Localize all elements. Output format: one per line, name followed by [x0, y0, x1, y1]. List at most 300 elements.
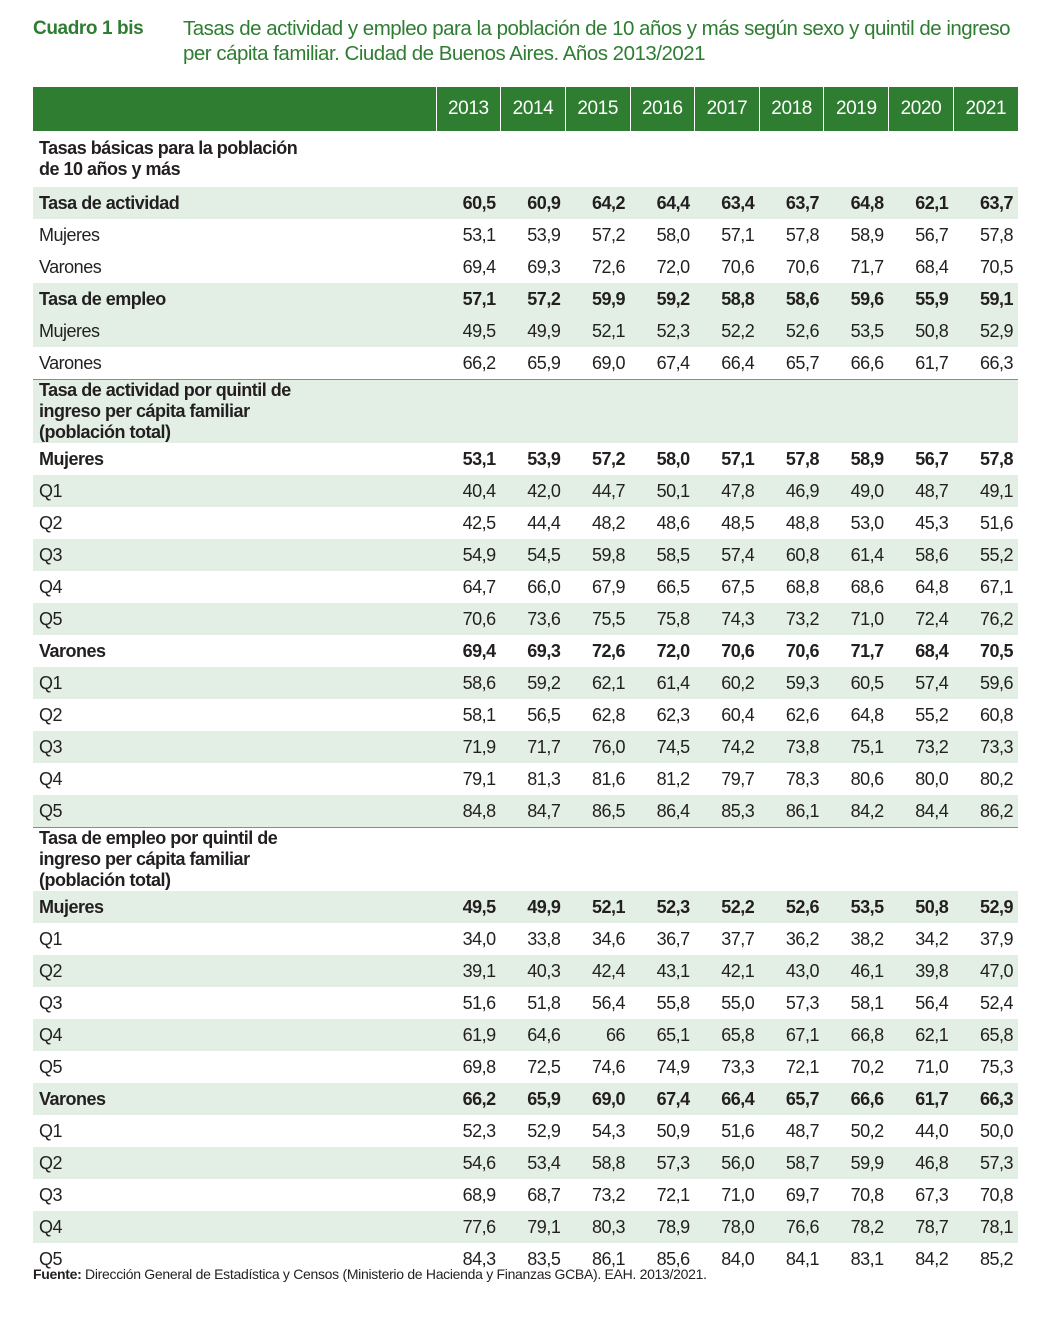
cell-value: 52,4	[979, 992, 1013, 1013]
cell-value: 57,3	[630, 1147, 695, 1179]
cell-value: 70,6	[721, 640, 755, 661]
cell-value: 72,6	[591, 640, 625, 661]
cell-value: 56,0	[695, 1147, 760, 1179]
cell-value	[759, 828, 824, 892]
cell-value: 58,1	[462, 704, 496, 725]
cell-value: 86,1	[591, 1248, 625, 1269]
table-row	[33, 571, 1018, 603]
section-header-row	[33, 828, 1018, 892]
cell-value: 74,3	[695, 603, 760, 635]
cell-value: 59,2	[501, 667, 566, 699]
cell-value: 52,3	[630, 315, 695, 347]
table-row	[33, 315, 1018, 347]
cell-value: 47,8	[695, 475, 760, 507]
cell-value: 78,7	[889, 1211, 954, 1243]
cell-value: 57,4	[695, 539, 760, 571]
cell-value: 34,0	[462, 928, 496, 949]
cell-value: 71,7	[850, 256, 884, 277]
cell-value: 33,8	[527, 928, 561, 949]
source-text: Dirección General de Estadística y Censos (Ministerio de Hacienda y Finanzas GCBA). EAH. 2013/2021.	[85, 1266, 707, 1282]
cell-value: 69,7	[785, 1184, 819, 1205]
cell-value: 58,9	[850, 224, 884, 245]
cell-value: 55,9	[889, 283, 954, 315]
source-label: Fuente:	[33, 1266, 82, 1282]
cell-value: 78,1	[953, 1211, 1018, 1243]
cell-value	[889, 828, 954, 892]
cell-value	[630, 828, 695, 892]
cell-value: 46,1	[824, 955, 889, 987]
cell-value	[759, 131, 824, 187]
cell-value: 58,1	[850, 992, 884, 1013]
table-row	[33, 219, 1018, 251]
cell-value: 52,6	[759, 315, 824, 347]
cell-value: 66,8	[824, 1019, 889, 1051]
cell-value: 78,3	[785, 768, 819, 789]
cell-value: 40,3	[501, 955, 566, 987]
cell-value	[695, 380, 760, 444]
cell-value: 83,1	[850, 1248, 884, 1269]
cell-value: 49,5	[436, 891, 501, 923]
row-label: Tasa de empleo	[33, 283, 436, 315]
cell-value: 60,9	[501, 187, 566, 219]
cell-value: 52,9	[953, 315, 1018, 347]
cell-value: 73,3	[953, 731, 1018, 763]
cell-value: 53,9	[527, 224, 561, 245]
row-label: Q2	[39, 512, 63, 533]
cell-value: 84,3	[462, 1248, 496, 1269]
cell-value: 59,9	[565, 283, 630, 315]
cell-value: 53,5	[824, 891, 889, 923]
cell-value: 64,6	[501, 1019, 566, 1051]
cell-value: 51,6	[462, 992, 496, 1013]
cell-value: 74,5	[630, 731, 695, 763]
cell-value: 80,0	[915, 768, 949, 789]
cell-value: 42,5	[462, 512, 496, 533]
row-label: Q5	[33, 795, 436, 828]
cell-value: 61,4	[630, 667, 695, 699]
row-label: Q5	[33, 603, 436, 635]
cell-value	[501, 828, 566, 892]
cell-value	[501, 131, 566, 187]
cell-value: 56,5	[527, 704, 561, 725]
cell-value	[889, 131, 954, 187]
row-label: Q5	[39, 1056, 63, 1077]
cell-value: 59,6	[824, 283, 889, 315]
cell-value: 54,5	[501, 539, 566, 571]
cell-value: 50,9	[656, 1120, 690, 1141]
row-label: Q1	[39, 928, 63, 949]
cell-value: 48,6	[656, 512, 690, 533]
cell-value: 69,0	[565, 1083, 630, 1115]
cell-value: 53,9	[527, 448, 561, 469]
cell-value: 66,5	[656, 576, 690, 597]
cell-value: 59,8	[565, 539, 630, 571]
table-row	[33, 1147, 1018, 1179]
cell-value	[695, 828, 760, 892]
cell-value	[889, 380, 954, 444]
row-label: Q3	[39, 992, 63, 1013]
cell-value: 34,2	[915, 928, 949, 949]
cell-value: 57,8	[785, 448, 819, 469]
cell-value: 72,0	[656, 640, 690, 661]
cell-value: 62,1	[889, 1019, 954, 1051]
cell-value: 64,8	[915, 576, 949, 597]
column-header-year: 2019	[824, 87, 889, 131]
table-title: Tasas de actividad y empleo para la población de 10 años y más según sexo y quintil de ingreso per cápita familiar. Ciudad de Buenos Aires. Años 2013/2021	[183, 17, 1011, 65]
cell-value: 57,8	[785, 224, 819, 245]
cell-value: 80,6	[850, 768, 884, 789]
cell-value: 37,9	[979, 928, 1013, 949]
cell-value: 84,7	[501, 795, 566, 828]
cell-value: 59,2	[630, 283, 695, 315]
cell-value: 70,5	[979, 640, 1013, 661]
cell-value: 70,5	[979, 256, 1013, 277]
cell-value: 52,3	[462, 1120, 496, 1141]
cell-value: 52,9	[953, 891, 1018, 923]
table-row	[33, 763, 1018, 795]
cell-value: 64,8	[850, 704, 884, 725]
cell-value: 67,4	[630, 1083, 695, 1115]
column-header-year: 2017	[695, 87, 760, 131]
column-header-year: 2015	[565, 87, 630, 131]
cell-value: 80,2	[979, 768, 1013, 789]
cell-value: 43,1	[630, 955, 695, 987]
column-header-year: 2016	[630, 87, 695, 131]
cell-value: 67,4	[656, 352, 690, 373]
cell-value: 67,1	[759, 1019, 824, 1051]
table-row	[33, 1211, 1018, 1243]
table-row	[33, 1019, 1018, 1051]
cell-value: 50,8	[889, 315, 954, 347]
cell-value: 62,6	[785, 704, 819, 725]
cell-value: 65,8	[695, 1019, 760, 1051]
cell-value: 46,9	[759, 475, 824, 507]
cell-value: 70,6	[436, 603, 501, 635]
table-row	[33, 475, 1018, 507]
section-header-row	[33, 380, 1018, 444]
cell-value: 58,7	[759, 1147, 824, 1179]
cell-value: 59,6	[953, 667, 1018, 699]
row-label: Q1	[33, 667, 436, 699]
cell-value: 66,3	[953, 1083, 1018, 1115]
cell-value: 79,7	[721, 768, 755, 789]
column-header-label	[33, 87, 436, 131]
table-row	[33, 251, 1018, 283]
table-row	[33, 987, 1018, 1019]
cell-value: 58,6	[759, 283, 824, 315]
cell-value: 86,4	[630, 795, 695, 828]
column-header-year: 2014	[501, 87, 566, 131]
cell-value: 61,4	[824, 539, 889, 571]
cell-value: 66,6	[850, 352, 884, 373]
cell-value: 67,5	[721, 576, 755, 597]
row-label: Mujeres	[33, 891, 436, 923]
cell-value: 81,6	[591, 768, 625, 789]
cell-value: 81,2	[656, 768, 690, 789]
cell-value: 52,6	[759, 891, 824, 923]
cell-value: 68,7	[527, 1184, 561, 1205]
cell-value: 66,2	[462, 352, 496, 373]
cell-value: 65,9	[501, 1083, 566, 1115]
cell-value: 71,0	[915, 1056, 949, 1077]
cell-value: 37,7	[721, 928, 755, 949]
table-row	[33, 443, 1018, 475]
cell-value: 54,9	[436, 539, 501, 571]
cell-value: 63,7	[759, 187, 824, 219]
cell-value: 62,3	[656, 704, 690, 725]
cell-value: 57,8	[979, 448, 1013, 469]
row-label: Mujeres	[39, 224, 100, 245]
cell-value: 49,9	[501, 315, 566, 347]
cell-value: 70,8	[979, 1184, 1013, 1205]
cell-value: 74,9	[656, 1056, 690, 1077]
table-row	[33, 187, 1018, 219]
table-row	[33, 347, 1018, 380]
cell-value: 66,2	[436, 1083, 501, 1115]
cell-value: 58,6	[436, 667, 501, 699]
cell-value: 60,4	[721, 704, 755, 725]
table-row	[33, 795, 1018, 828]
cell-value: 67,9	[591, 576, 625, 597]
cell-value: 58,8	[565, 1147, 630, 1179]
cell-value: 62,1	[889, 187, 954, 219]
cell-value: 64,8	[824, 187, 889, 219]
cell-value: 56,4	[915, 992, 949, 1013]
table-row	[33, 283, 1018, 315]
cell-value: 51,8	[527, 992, 561, 1013]
cell-value: 40,4	[436, 475, 501, 507]
cell-value: 55,0	[721, 992, 755, 1013]
column-header-row	[33, 87, 1018, 131]
cell-value: 58,6	[889, 539, 954, 571]
column-header-year: 2018	[759, 87, 824, 131]
table-header	[33, 14, 1023, 74]
cell-value: 75,8	[630, 603, 695, 635]
cell-value: 68,6	[850, 576, 884, 597]
cell-value: 60,8	[759, 539, 824, 571]
row-label: Tasa de actividad	[33, 187, 436, 219]
cell-value: 72,0	[656, 256, 690, 277]
cell-value: 84,8	[436, 795, 501, 828]
cell-value: 66	[565, 1019, 630, 1051]
cell-value: 69,3	[527, 640, 561, 661]
cell-value: 73,6	[501, 603, 566, 635]
row-label: Varones	[33, 1083, 436, 1115]
cell-value: 85,2	[979, 1248, 1013, 1269]
cell-value: 36,7	[656, 928, 690, 949]
cell-value: 71,7	[850, 640, 884, 661]
cell-value: 65,9	[527, 352, 561, 373]
cell-value: 66,0	[527, 576, 561, 597]
table-row	[33, 667, 1018, 699]
cell-value: 55,8	[656, 992, 690, 1013]
cell-value: 58,9	[850, 448, 884, 469]
cell-value: 83,5	[527, 1248, 561, 1269]
cell-value: 65,8	[953, 1019, 1018, 1051]
cell-value: 57,2	[591, 224, 625, 245]
cell-value: 58,0	[656, 448, 690, 469]
cell-value	[759, 380, 824, 444]
cell-value: 84,2	[915, 1248, 949, 1269]
cell-value: 60,2	[695, 667, 760, 699]
cell-value: 57,1	[436, 283, 501, 315]
cell-value: 38,2	[850, 928, 884, 949]
cell-value: 80,3	[565, 1211, 630, 1243]
cell-value: 54,6	[436, 1147, 501, 1179]
cell-value	[565, 131, 630, 187]
cell-value: 73,2	[889, 731, 954, 763]
cell-value: 70,6	[785, 640, 819, 661]
cell-value: 34,6	[591, 928, 625, 949]
table-row	[33, 1179, 1018, 1211]
cell-value: 63,7	[953, 187, 1018, 219]
table-number: Cuadro 1 bis	[33, 18, 144, 39]
cell-value: 57,1	[721, 224, 755, 245]
cell-value: 64,4	[630, 187, 695, 219]
data-table	[33, 87, 1018, 1275]
cell-value: 73,2	[591, 1184, 625, 1205]
cell-value: 70,6	[721, 256, 755, 277]
cell-value: 84,0	[721, 1248, 755, 1269]
cell-value: 76,6	[759, 1211, 824, 1243]
cell-value: 48,2	[591, 512, 625, 533]
cell-value: 53,1	[462, 224, 496, 245]
cell-value: 75,3	[979, 1056, 1013, 1077]
cell-value: 56,7	[915, 224, 949, 245]
cell-value: 59,9	[824, 1147, 889, 1179]
cell-value: 64,7	[462, 576, 496, 597]
cell-value: 68,4	[915, 640, 949, 661]
cell-value: 63,4	[695, 187, 760, 219]
cell-value: 58,5	[630, 539, 695, 571]
cell-value: 57,8	[979, 224, 1013, 245]
cell-value: 73,2	[759, 603, 824, 635]
row-label: Q1	[39, 1120, 63, 1141]
cell-value: 52,1	[565, 315, 630, 347]
cell-value: 64,2	[565, 187, 630, 219]
cell-value: 85,3	[695, 795, 760, 828]
cell-value: 53,0	[850, 512, 884, 533]
cell-value: 86,1	[759, 795, 824, 828]
cell-value: 85,6	[656, 1248, 690, 1269]
cell-value: 57,2	[501, 283, 566, 315]
cell-value: 48,8	[785, 512, 819, 533]
cell-value: 48,7	[889, 475, 954, 507]
cell-value: 39,1	[436, 955, 501, 987]
row-label: Q4	[33, 1211, 436, 1243]
cell-value: 52,1	[565, 891, 630, 923]
column-header-year: 2020	[889, 87, 954, 131]
cell-value: 52,2	[695, 315, 760, 347]
cell-value: 74,2	[695, 731, 760, 763]
table-row	[33, 635, 1018, 667]
cell-value: 72,5	[527, 1056, 561, 1077]
row-label: Mujeres	[39, 448, 104, 469]
cell-value: 71,0	[721, 1184, 755, 1205]
table-row	[33, 955, 1018, 987]
cell-value: 61,7	[889, 1083, 954, 1115]
cell-value: 70,6	[785, 256, 819, 277]
cell-value	[436, 131, 501, 187]
cell-value: 44,7	[565, 475, 630, 507]
cell-value: 59,3	[759, 667, 824, 699]
cell-value: 50,2	[850, 1120, 884, 1141]
cell-value	[953, 131, 1018, 187]
cell-value: 68,9	[462, 1184, 496, 1205]
cell-value: 66,3	[979, 352, 1013, 373]
cell-value: 52,2	[695, 891, 760, 923]
table-row	[33, 539, 1018, 571]
cell-value: 57,2	[591, 448, 625, 469]
cell-value: 55,2	[953, 539, 1018, 571]
cell-value	[953, 828, 1018, 892]
cell-value: 52,9	[527, 1120, 561, 1141]
cell-value: 59,1	[953, 283, 1018, 315]
table-row	[33, 923, 1018, 955]
cell-value: 69,8	[462, 1056, 496, 1077]
cell-value: 84,1	[785, 1248, 819, 1269]
cell-value: 72,4	[889, 603, 954, 635]
cell-value: 54,3	[591, 1120, 625, 1141]
cell-value: 45,3	[915, 512, 949, 533]
cell-value: 49,0	[824, 475, 889, 507]
cell-value: 57,4	[889, 667, 954, 699]
cell-value: 67,3	[915, 1184, 949, 1205]
cell-value	[436, 380, 501, 444]
cell-value: 74,6	[591, 1056, 625, 1077]
cell-value	[630, 380, 695, 444]
cell-value	[824, 380, 889, 444]
cell-value: 53,5	[824, 315, 889, 347]
source-note	[33, 1266, 707, 1282]
cell-value: 69,3	[527, 256, 561, 277]
cell-value: 76,0	[565, 731, 630, 763]
cell-value: 56,7	[915, 448, 949, 469]
table-row	[33, 731, 1018, 763]
cell-value: 57,3	[785, 992, 819, 1013]
cell-value: 58,8	[695, 283, 760, 315]
row-label: Varones	[39, 256, 102, 277]
column-header-year: 2021	[953, 87, 1018, 131]
cell-value: 71,7	[501, 731, 566, 763]
cell-value: 46,8	[889, 1147, 954, 1179]
cell-value: 79,1	[462, 768, 496, 789]
cell-value: 60,8	[979, 704, 1013, 725]
row-label: Tasa de empleo por quintil de ingreso per cápita familiar (población total)	[33, 828, 436, 892]
cell-value	[501, 380, 566, 444]
cell-value: 51,6	[721, 1120, 755, 1141]
cell-value: 50,0	[979, 1120, 1013, 1141]
cell-value: 66,6	[824, 1083, 889, 1115]
section-header-row	[33, 131, 1018, 187]
cell-value: 68,8	[785, 576, 819, 597]
row-label: Q2	[39, 704, 63, 725]
cell-value: 52,3	[630, 891, 695, 923]
cell-value: 78,9	[630, 1211, 695, 1243]
cell-value: 53,4	[501, 1147, 566, 1179]
cell-value: 53,1	[462, 448, 496, 469]
cell-value	[824, 828, 889, 892]
cell-value: 57,1	[721, 448, 755, 469]
cell-value: 49,5	[436, 315, 501, 347]
cell-value	[630, 131, 695, 187]
row-label: Q4	[39, 576, 63, 597]
cell-value: 44,4	[527, 512, 561, 533]
cell-value: 42,4	[565, 955, 630, 987]
cell-value: 73,3	[721, 1056, 755, 1077]
row-label: Varones	[39, 352, 102, 373]
cell-value: 48,5	[721, 512, 755, 533]
